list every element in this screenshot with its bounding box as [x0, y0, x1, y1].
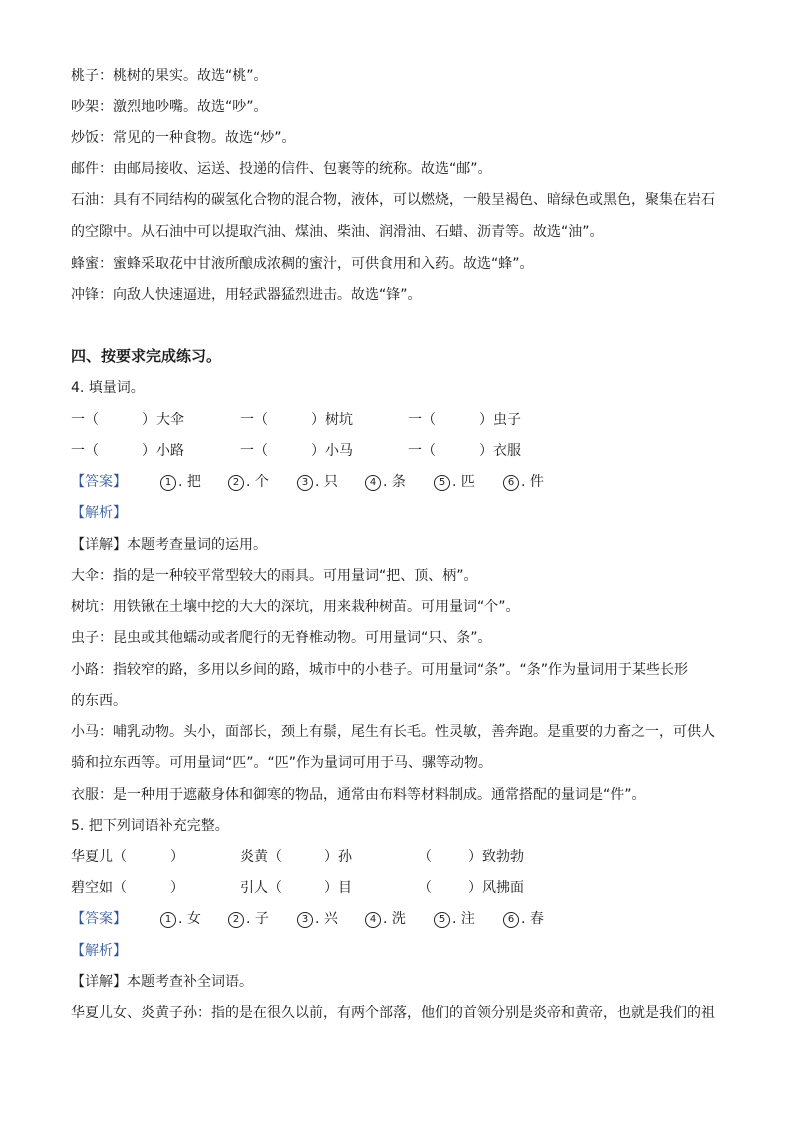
- blank-suffix: ）致勃勃: [468, 849, 524, 865]
- blank-suffix: ）大伞: [142, 412, 184, 428]
- answer-option: 5 . 匹: [434, 473, 475, 491]
- explanation-line: 蜂蜜：蜜蜂采取花中甘液所酿成浓稠的蜜汁，可供食用和入药。故选“蜂”。: [71, 256, 534, 272]
- blank-suffix: ）风拂面: [468, 880, 524, 896]
- explanation-line: 炒饭：常见的一种食物。故选“炒”。: [71, 130, 296, 146]
- blank-suffix: ）衣服: [479, 443, 521, 459]
- blank-suffix: ）虫子: [479, 412, 521, 428]
- blank-prefix: （: [418, 880, 432, 896]
- answer-option: 4 . 洗: [365, 910, 406, 928]
- number-circle-icon: 6: [503, 475, 519, 491]
- answer-option: 5 . 注: [434, 910, 475, 928]
- explanation-line: 桃子：桃树的果实。故选“桃”。: [71, 68, 268, 84]
- blank-prefix: 碧空如（: [71, 880, 127, 896]
- question-4-title: 4. 填量词。: [71, 380, 145, 396]
- detail-label: 【详解】: [71, 974, 127, 990]
- blank-suffix: ）目: [324, 880, 352, 896]
- question-5-title: 5. 把下列词语补充完整。: [71, 818, 229, 834]
- detail-line: [71, 536, 267, 554]
- answer-option: 6 . 春: [503, 910, 544, 928]
- explanation-line: 的东西。: [71, 693, 127, 709]
- detail-text: 本题考查量词的运用。: [127, 537, 267, 553]
- detail-text: 本题考查补全词语。: [127, 974, 253, 990]
- number-circle-icon: 5: [434, 912, 450, 928]
- answer-option: 2 . 个: [228, 473, 269, 491]
- explanation-line: 虫子：昆虫或其他蠕动或者爬行的无脊椎动物。可用量词“只、条”。: [71, 630, 492, 646]
- blank-prefix: 一（: [240, 443, 268, 459]
- blank-suffix: ）: [170, 849, 184, 865]
- number-circle-icon: 6: [503, 912, 519, 928]
- explanation-line: 大伞：指的是一种较平常型较大的雨具。可用量词“把、顶、柄”。: [71, 568, 478, 584]
- number-circle-icon: 3: [297, 912, 313, 928]
- answer-option: 3 . 只: [297, 473, 338, 491]
- blank-prefix: 一（: [240, 412, 268, 428]
- explanation-line: 树坑：用铁锹在土壤中挖的大大的深坑，用来栽种树苗。可用量词“个”。: [71, 599, 520, 615]
- blank-suffix: ）孙: [324, 849, 352, 865]
- explanation-line: 冲锋：向敌人快速逼进，用轻武器猛烈进击。故选“锋”。: [71, 287, 422, 303]
- analysis-label: 【解析】: [71, 943, 127, 959]
- answer-option: 2 . 子: [228, 910, 269, 928]
- explanation-line: 小马：哺乳动物。头小，面部长，颈上有鬃，尾生有长毛。性灵敏，善奔跑。是重要的力畜之一，可供人: [71, 724, 715, 740]
- answer-label: 【答案】: [71, 911, 127, 927]
- explanation-line: 小路：指较窄的路，多用以乡间的路，城市中的小巷子。可用量词“条”。“条”作为量词用于某些长形: [71, 662, 689, 678]
- blank-prefix: 一（: [408, 443, 436, 459]
- explanation-line: 华夏儿女、炎黄子孙：指的是在很久以前，有两个部落，他们的首领分别是炎帝和黄帝，也就是我们的祖: [71, 1005, 715, 1021]
- number-circle-icon: 4: [365, 475, 381, 491]
- explanation-line: 邮件：由邮局接收、运送、投递的信件、包裹等的统称。故选“邮”。: [71, 161, 492, 177]
- answer-option: 1 . 把: [160, 473, 201, 491]
- blank-suffix: ）: [170, 880, 184, 896]
- explanation-line: 的空隙中。从石油中可以提取汽油、煤油、柴油、润滑油、石蜡、沥青等。故选“油”。: [71, 224, 604, 240]
- explanation-line: 吵架：激烈地吵嘴。故选“吵”。: [71, 99, 268, 115]
- blank-prefix: （: [418, 849, 432, 865]
- explanation-line: 骑和拉东西等。可用量词“匹”。“匹”作为量词可用于马、骡等动物。: [71, 755, 493, 771]
- answer-option: 4 . 条: [365, 473, 406, 491]
- blank-prefix: 一（: [71, 412, 99, 428]
- blank-suffix: ）树坑: [311, 412, 353, 428]
- number-circle-icon: 1: [160, 912, 176, 928]
- answer-option: 6 . 件: [503, 473, 544, 491]
- explanation-line: 衣服：是一种用于遮蔽身体和御寒的物品，通常由布料等材料制成。通常搭配的量词是“件”。: [71, 787, 646, 803]
- number-circle-icon: 2: [228, 475, 244, 491]
- blank-suffix: ）小马: [311, 443, 353, 459]
- explanation-line: 石油：具有不同结构的碳氢化合物的混合物，液体，可以燃烧，一般呈褐色、暗绿色或黑色，聚集在岩石: [71, 192, 715, 208]
- blank-prefix: 华夏儿（: [71, 849, 127, 865]
- analysis-label: 【解析】: [71, 505, 127, 521]
- number-circle-icon: 5: [434, 475, 450, 491]
- blank-suffix: ）小路: [142, 443, 184, 459]
- number-circle-icon: 3: [297, 475, 313, 491]
- detail-line: [71, 973, 253, 991]
- number-circle-icon: 2: [228, 912, 244, 928]
- answer-label: 【答案】: [71, 474, 127, 490]
- answer-option: 1 . 女: [160, 910, 201, 928]
- number-circle-icon: 1: [160, 475, 176, 491]
- answer-option: 3 . 兴: [297, 910, 338, 928]
- detail-label: 【详解】: [71, 537, 127, 553]
- number-circle-icon: 4: [365, 912, 381, 928]
- blank-prefix: 一（: [71, 443, 99, 459]
- blank-prefix: 炎黄（: [240, 849, 282, 865]
- blank-prefix: 引人（: [240, 880, 282, 896]
- blank-prefix: 一（: [408, 412, 436, 428]
- section-title: 四、按要求完成练习。: [71, 347, 222, 365]
